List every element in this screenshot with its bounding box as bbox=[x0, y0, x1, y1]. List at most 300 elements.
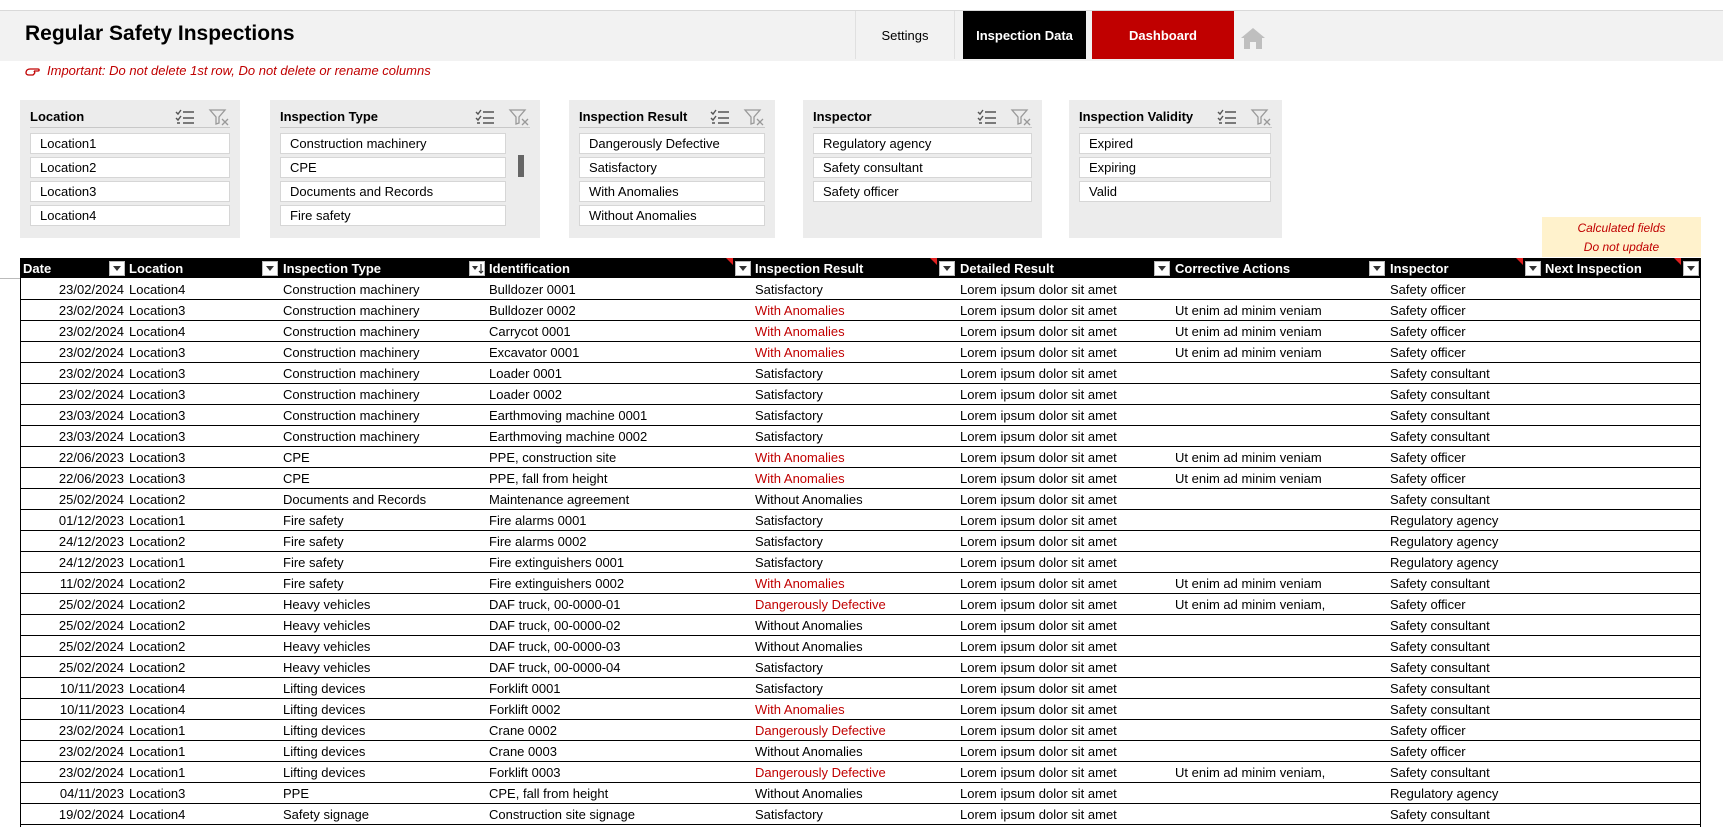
cell-detailed-result[interactable]: Lorem ipsum dolor sit amet bbox=[960, 618, 1117, 633]
table-row[interactable] bbox=[20, 762, 1701, 783]
cell-date[interactable]: 25/02/2024 bbox=[58, 618, 124, 633]
multi-select-icon[interactable] bbox=[709, 108, 731, 126]
important-note bbox=[25, 63, 431, 78]
cell-location[interactable]: Location4 bbox=[129, 282, 186, 297]
cell-inspection-result[interactable]: Satisfactory bbox=[755, 408, 823, 423]
cell-location[interactable]: Location2 bbox=[129, 618, 186, 633]
cell-location[interactable]: Location3 bbox=[129, 408, 186, 423]
cell-inspection-result[interactable]: Satisfactory bbox=[755, 681, 823, 696]
slicer-item-expired[interactable]: Expired bbox=[1079, 133, 1271, 154]
cell-inspector[interactable]: Safety officer bbox=[1390, 345, 1466, 360]
slicer-scrollbar[interactable] bbox=[518, 155, 524, 177]
slicer-inspector bbox=[803, 100, 1042, 238]
cell-location[interactable]: Location2 bbox=[129, 492, 186, 507]
cell-date[interactable]: 23/02/2024 bbox=[58, 366, 124, 381]
table-row[interactable] bbox=[20, 573, 1701, 594]
cell-identification[interactable]: DAF truck, 00-0000-02 bbox=[489, 618, 621, 633]
important-note-text: Important: Do not delete 1st row, Do not delete or rename columns bbox=[47, 63, 431, 78]
cell-location[interactable]: Location4 bbox=[129, 807, 186, 822]
slicer-item-without-anomalies[interactable]: Without Anomalies bbox=[579, 205, 765, 226]
cell-inspection-type[interactable]: Construction machinery bbox=[283, 345, 420, 360]
column-header-inspection-type: Inspection Type bbox=[283, 260, 381, 276]
cell-detailed-result[interactable]: Lorem ipsum dolor sit amet bbox=[960, 513, 1117, 528]
cell-date[interactable]: 23/02/2024 bbox=[58, 387, 124, 402]
cell-inspection-result[interactable]: Without Anomalies bbox=[755, 744, 863, 759]
table-row[interactable] bbox=[20, 741, 1701, 762]
cell-inspection-type[interactable]: Lifting devices bbox=[283, 744, 366, 759]
cell-location[interactable]: Location4 bbox=[129, 702, 186, 717]
slicer-inspection-type bbox=[270, 100, 540, 238]
slicer-item-safety-consultant[interactable]: Safety consultant bbox=[813, 157, 1032, 178]
cell-identification[interactable]: Loader 0002 bbox=[489, 387, 563, 402]
table-row[interactable] bbox=[20, 615, 1701, 636]
slicer-title: Inspection Type bbox=[280, 109, 378, 124]
cell-inspector[interactable]: Safety officer bbox=[1390, 471, 1466, 486]
filter-dropdown-location[interactable] bbox=[262, 261, 278, 276]
cell-inspector[interactable]: Safety consultant bbox=[1390, 387, 1490, 402]
cell-date[interactable]: 23/02/2024 bbox=[58, 744, 124, 759]
cell-date[interactable]: 01/12/2023 bbox=[58, 513, 124, 528]
cell-inspection-result[interactable]: With Anomalies bbox=[755, 303, 845, 318]
cell-detailed-result[interactable]: Lorem ipsum dolor sit amet bbox=[960, 429, 1117, 444]
chevron-down-icon bbox=[1684, 262, 1698, 275]
slicer-inspection-result bbox=[569, 100, 775, 238]
slicer-title: Inspection Result bbox=[579, 109, 688, 124]
home-icon[interactable] bbox=[1240, 25, 1266, 51]
pointing-hand-icon bbox=[25, 64, 41, 78]
cell-date[interactable]: 23/02/2024 bbox=[58, 765, 124, 780]
cell-detailed-result[interactable]: Lorem ipsum dolor sit amet bbox=[960, 282, 1117, 297]
cell-inspection-result[interactable]: Without Anomalies bbox=[755, 618, 863, 633]
cell-corrective-actions[interactable]: Ut enim ad minim veniam bbox=[1175, 324, 1322, 339]
cell-inspection-type[interactable]: CPE bbox=[283, 471, 310, 486]
cell-inspection-type[interactable]: CPE bbox=[283, 450, 310, 465]
cell-detailed-result[interactable]: Lorem ipsum dolor sit amet bbox=[960, 576, 1117, 591]
slicer-item-regulatory-agency[interactable]: Regulatory agency bbox=[813, 133, 1032, 154]
column-header-identification: Identification bbox=[489, 260, 570, 276]
cell-detailed-result[interactable]: Lorem ipsum dolor sit amet bbox=[960, 597, 1117, 612]
cell-detailed-result[interactable]: Lorem ipsum dolor sit amet bbox=[960, 324, 1117, 339]
clear-filter-icon[interactable] bbox=[1010, 108, 1032, 126]
cell-location[interactable]: Location3 bbox=[129, 303, 186, 318]
cell-identification[interactable]: Crane 0003 bbox=[489, 744, 557, 759]
cell-inspector[interactable]: Safety officer bbox=[1390, 303, 1466, 318]
cell-detailed-result[interactable]: Lorem ipsum dolor sit amet bbox=[960, 639, 1117, 654]
cell-inspection-type[interactable]: Lifting devices bbox=[283, 723, 366, 738]
cell-inspection-type[interactable]: Heavy vehicles bbox=[283, 639, 371, 654]
cell-identification[interactable]: Crane 0002 bbox=[489, 723, 557, 738]
cell-inspector[interactable]: Safety consultant bbox=[1390, 429, 1490, 444]
table-row[interactable] bbox=[20, 279, 1701, 300]
cell-date[interactable]: 24/12/2023 bbox=[58, 534, 124, 549]
cell-location[interactable]: Location3 bbox=[129, 786, 186, 801]
cell-inspection-result[interactable]: With Anomalies bbox=[755, 471, 845, 486]
table-row[interactable] bbox=[20, 552, 1701, 573]
slicer-item-fire-safety[interactable]: Fire safety bbox=[280, 205, 506, 226]
cell-date[interactable]: 23/02/2024 bbox=[58, 723, 124, 738]
dashboard-button[interactable]: Dashboard bbox=[1092, 11, 1234, 59]
cell-detailed-result[interactable]: Lorem ipsum dolor sit amet bbox=[960, 471, 1117, 486]
cell-identification[interactable]: Earthmoving machine 0002 bbox=[489, 429, 648, 444]
cell-detailed-result[interactable]: Lorem ipsum dolor sit amet bbox=[960, 807, 1117, 822]
cell-inspection-result[interactable]: Without Anomalies bbox=[755, 786, 863, 801]
table-left-border bbox=[20, 258, 21, 827]
table-row[interactable] bbox=[20, 804, 1701, 825]
cell-inspection-result[interactable]: Satisfactory bbox=[755, 282, 823, 297]
cell-inspector[interactable]: Safety officer bbox=[1390, 324, 1466, 339]
cell-date[interactable]: 25/02/2024 bbox=[58, 492, 124, 507]
filter-dropdown-inspection-result[interactable] bbox=[939, 261, 955, 276]
cell-location[interactable]: Location4 bbox=[129, 324, 186, 339]
slicer-item-with-anomalies[interactable]: With Anomalies bbox=[579, 181, 765, 202]
slicer-item-documents-records[interactable]: Documents and Records bbox=[280, 181, 506, 202]
sort-ascending-icon bbox=[470, 262, 484, 275]
cell-corrective-actions[interactable]: Ut enim ad minim veniam bbox=[1175, 303, 1322, 318]
cell-inspection-type[interactable]: Fire safety bbox=[283, 534, 344, 549]
table-row[interactable] bbox=[20, 510, 1701, 531]
cell-identification[interactable]: Bulldozer 0002 bbox=[489, 303, 576, 318]
filter-dropdown-date[interactable] bbox=[109, 261, 125, 276]
cell-detailed-result[interactable]: Lorem ipsum dolor sit amet bbox=[960, 492, 1117, 507]
slicer-title: Location bbox=[30, 109, 85, 124]
cell-identification[interactable]: DAF truck, 00-0000-03 bbox=[489, 639, 621, 654]
cell-identification[interactable]: Maintenance agreement bbox=[489, 492, 630, 507]
chevron-down-icon bbox=[110, 262, 124, 275]
cell-date[interactable]: 23/03/2024 bbox=[58, 429, 124, 444]
filter-dropdown-detailed-result[interactable] bbox=[1154, 261, 1170, 276]
cell-inspector[interactable]: Regulatory agency bbox=[1390, 555, 1499, 570]
cell-inspection-type[interactable]: Construction machinery bbox=[283, 408, 420, 423]
cell-detailed-result[interactable]: Lorem ipsum dolor sit amet bbox=[960, 366, 1117, 381]
cell-inspection-result[interactable]: Without Anomalies bbox=[755, 639, 863, 654]
cell-inspection-type[interactable]: Construction machinery bbox=[283, 366, 420, 381]
filter-dropdown-next-inspection[interactable] bbox=[1683, 261, 1699, 276]
cell-identification[interactable]: Forklift 0001 bbox=[489, 681, 561, 696]
slicer-item-location2[interactable]: Location2 bbox=[30, 157, 230, 178]
cell-corrective-actions[interactable]: Ut enim ad minim veniam bbox=[1175, 345, 1322, 360]
cell-detailed-result[interactable]: Lorem ipsum dolor sit amet bbox=[960, 555, 1117, 570]
slicer-item-expiring[interactable]: Expiring bbox=[1079, 157, 1271, 178]
cell-identification[interactable]: Fire alarms 0002 bbox=[489, 534, 587, 549]
slicer-item-construction-machinery[interactable]: Construction machinery bbox=[280, 133, 506, 154]
cell-identification[interactable]: Forklift 0003 bbox=[489, 765, 561, 780]
cell-inspector[interactable]: Safety consultant bbox=[1390, 702, 1490, 717]
cell-detailed-result[interactable]: Lorem ipsum dolor sit amet bbox=[960, 660, 1117, 675]
column-header-next-inspection: Next Inspection bbox=[1545, 260, 1642, 276]
cell-date[interactable]: 23/02/2024 bbox=[58, 324, 124, 339]
cell-detailed-result[interactable]: Lorem ipsum dolor sit amet bbox=[960, 786, 1117, 801]
chevron-down-icon bbox=[1370, 262, 1384, 275]
cell-date[interactable]: 10/11/2023 bbox=[59, 681, 124, 696]
table-row[interactable] bbox=[20, 657, 1701, 678]
slicer-item-location1[interactable]: Location1 bbox=[30, 133, 230, 154]
cell-inspection-result[interactable]: With Anomalies bbox=[755, 702, 845, 717]
table-row[interactable] bbox=[20, 699, 1701, 720]
cell-date[interactable]: 25/02/2024 bbox=[58, 597, 124, 612]
chevron-down-icon bbox=[1155, 262, 1169, 275]
filter-dropdown-corrective-actions[interactable] bbox=[1369, 261, 1385, 276]
cell-inspection-result[interactable]: With Anomalies bbox=[755, 324, 845, 339]
clear-filter-icon[interactable] bbox=[743, 108, 765, 126]
cell-corrective-actions[interactable]: Ut enim ad minim veniam, bbox=[1175, 597, 1326, 612]
cell-inspector[interactable]: Regulatory agency bbox=[1390, 534, 1499, 549]
cell-inspector[interactable]: Regulatory agency bbox=[1390, 513, 1499, 528]
cell-location[interactable]: Location3 bbox=[129, 429, 186, 444]
cell-identification[interactable]: Fire extinguishers 0002 bbox=[489, 576, 625, 591]
cell-location[interactable]: Location2 bbox=[129, 597, 186, 612]
table-row[interactable] bbox=[20, 489, 1701, 510]
table-row[interactable] bbox=[20, 468, 1701, 489]
cell-location[interactable]: Location2 bbox=[129, 660, 186, 675]
cell-identification[interactable]: Fire alarms 0001 bbox=[489, 513, 587, 528]
cell-location[interactable]: Location2 bbox=[129, 639, 186, 654]
cell-inspection-type[interactable]: Lifting devices bbox=[283, 765, 366, 780]
cell-inspection-result[interactable]: With Anomalies bbox=[755, 345, 845, 360]
cell-date[interactable]: 22/06/2023 bbox=[58, 450, 124, 465]
multi-select-icon[interactable] bbox=[174, 108, 196, 126]
cell-detailed-result[interactable]: Lorem ipsum dolor sit amet bbox=[960, 303, 1117, 318]
cell-location[interactable]: Location1 bbox=[129, 555, 186, 570]
cell-location[interactable]: Location3 bbox=[129, 345, 186, 360]
cell-identification[interactable]: PPE, fall from height bbox=[489, 471, 608, 486]
cell-detailed-result[interactable]: Lorem ipsum dolor sit amet bbox=[960, 765, 1117, 780]
cell-identification[interactable]: CPE, fall from height bbox=[489, 786, 609, 801]
cell-date[interactable]: 23/03/2024 bbox=[58, 408, 124, 423]
cell-corrective-actions[interactable]: Ut enim ad minim veniam bbox=[1175, 450, 1322, 465]
cell-inspection-type[interactable]: Construction machinery bbox=[283, 303, 420, 318]
cell-identification[interactable]: PPE, construction site bbox=[489, 450, 617, 465]
cell-inspection-result[interactable]: Satisfactory bbox=[755, 513, 823, 528]
cell-inspector[interactable]: Safety officer bbox=[1390, 744, 1466, 759]
cell-inspection-type[interactable]: Lifting devices bbox=[283, 681, 366, 696]
cell-inspection-result[interactable]: Satisfactory bbox=[755, 366, 823, 381]
cell-detailed-result[interactable]: Lorem ipsum dolor sit amet bbox=[960, 702, 1117, 717]
cell-detailed-result[interactable]: Lorem ipsum dolor sit amet bbox=[960, 681, 1117, 696]
cell-inspector[interactable]: Safety officer bbox=[1390, 723, 1466, 738]
column-header-inspector: Inspector bbox=[1390, 260, 1449, 276]
cell-inspection-type[interactable]: Fire safety bbox=[283, 555, 344, 570]
filter-dropdown-identification[interactable] bbox=[735, 261, 751, 276]
table-row[interactable] bbox=[20, 363, 1701, 384]
cell-location[interactable]: Location3 bbox=[129, 471, 186, 486]
slicer-item-valid[interactable]: Valid bbox=[1079, 181, 1271, 202]
table-row[interactable] bbox=[20, 447, 1701, 468]
column-header-location: Location bbox=[129, 260, 184, 276]
column-header-corrective-actions: Corrective Actions bbox=[1175, 260, 1291, 276]
cell-identification[interactable]: Loader 0001 bbox=[489, 366, 563, 381]
cell-inspection-result[interactable]: Satisfactory bbox=[755, 534, 823, 549]
multi-select-icon[interactable] bbox=[976, 108, 998, 126]
cell-inspection-type[interactable]: Construction machinery bbox=[283, 387, 420, 402]
column-header-date: Date bbox=[23, 260, 52, 276]
cell-location[interactable]: Location2 bbox=[129, 534, 186, 549]
chevron-down-icon bbox=[736, 262, 750, 275]
cell-inspector[interactable]: Safety consultant bbox=[1390, 576, 1490, 591]
cell-inspection-type[interactable]: Heavy vehicles bbox=[283, 618, 371, 633]
cell-inspector[interactable]: Safety consultant bbox=[1390, 660, 1490, 675]
cell-inspection-result[interactable]: Dangerously Defective bbox=[755, 723, 886, 738]
cell-identification[interactable]: Bulldozer 0001 bbox=[489, 282, 576, 297]
slicer-title: Inspection Validity bbox=[1079, 109, 1194, 124]
cell-date[interactable]: 23/02/2024 bbox=[58, 345, 124, 360]
cell-inspection-type[interactable]: Safety signage bbox=[283, 807, 370, 822]
cell-location[interactable]: Location1 bbox=[129, 723, 186, 738]
cell-inspection-type[interactable]: Heavy vehicles bbox=[283, 660, 371, 675]
cell-inspector[interactable]: Safety consultant bbox=[1390, 618, 1490, 633]
filter-dropdown-inspector[interactable] bbox=[1525, 261, 1541, 276]
table-row[interactable] bbox=[20, 321, 1701, 342]
cell-corrective-actions[interactable]: Ut enim ad minim veniam bbox=[1175, 471, 1322, 486]
cell-location[interactable]: Location2 bbox=[129, 576, 186, 591]
cell-inspector[interactable]: Safety consultant bbox=[1390, 639, 1490, 654]
cell-corrective-actions[interactable]: Ut enim ad minim veniam bbox=[1175, 576, 1322, 591]
slicer-location bbox=[20, 100, 240, 238]
calculated-fields-line2: Do not update bbox=[1583, 240, 1660, 254]
table-row[interactable] bbox=[20, 636, 1701, 657]
cell-inspection-type[interactable]: Heavy vehicles bbox=[283, 597, 371, 612]
page-title: Regular Safety Inspections bbox=[25, 22, 295, 45]
cell-inspection-type[interactable]: Construction machinery bbox=[283, 429, 420, 444]
slicer-title: Inspector bbox=[813, 109, 872, 124]
cell-inspection-result[interactable]: With Anomalies bbox=[755, 576, 845, 591]
clear-filter-icon[interactable] bbox=[208, 108, 230, 126]
calculated-fields-note bbox=[1542, 217, 1701, 257]
cell-detailed-result[interactable]: Lorem ipsum dolor sit amet bbox=[960, 723, 1117, 738]
cell-identification[interactable]: DAF truck, 00-0000-01 bbox=[489, 597, 621, 612]
cell-detailed-result[interactable]: Lorem ipsum dolor sit amet bbox=[960, 534, 1117, 549]
cell-inspector[interactable]: Safety consultant bbox=[1390, 681, 1490, 696]
column-header-inspection-result: Inspection Result bbox=[755, 260, 864, 276]
cell-inspection-type[interactable]: PPE bbox=[283, 786, 310, 801]
multi-select-icon[interactable] bbox=[1216, 108, 1238, 126]
cell-date[interactable]: 10/11/2023 bbox=[59, 702, 124, 717]
cell-date[interactable]: 23/02/2024 bbox=[58, 282, 124, 297]
filter-dropdown-inspection-type[interactable] bbox=[469, 261, 485, 276]
cell-identification[interactable]: Excavator 0001 bbox=[489, 345, 580, 360]
table-row[interactable] bbox=[20, 678, 1701, 699]
cell-inspection-type[interactable]: Construction machinery bbox=[283, 324, 420, 339]
clear-filter-icon[interactable] bbox=[1250, 108, 1272, 126]
cell-inspection-type[interactable]: Construction machinery bbox=[283, 282, 420, 297]
cell-identification[interactable]: Forklift 0002 bbox=[489, 702, 561, 717]
cell-location[interactable]: Location3 bbox=[129, 366, 186, 381]
table-row[interactable] bbox=[20, 300, 1701, 321]
slicer-item-location3[interactable]: Location3 bbox=[30, 181, 230, 202]
table-row[interactable] bbox=[20, 531, 1701, 552]
cell-date[interactable]: 22/06/2023 bbox=[58, 471, 124, 486]
table-row[interactable] bbox=[20, 594, 1701, 615]
cell-inspection-result[interactable]: Satisfactory bbox=[755, 429, 823, 444]
cell-location[interactable]: Location3 bbox=[129, 387, 186, 402]
cell-inspection-type[interactable]: Lifting devices bbox=[283, 702, 366, 717]
slicer-item-location4[interactable]: Location4 bbox=[30, 205, 230, 226]
comment-marker bbox=[726, 258, 733, 265]
comment-marker bbox=[930, 258, 937, 265]
cell-inspection-type[interactable]: Fire safety bbox=[283, 513, 344, 528]
chevron-down-icon bbox=[940, 262, 954, 275]
cell-identification[interactable]: Fire extinguishers 0001 bbox=[489, 555, 625, 570]
sheet-gridline bbox=[0, 278, 20, 279]
cell-inspector[interactable]: Safety officer bbox=[1390, 282, 1466, 297]
cell-date[interactable]: 23/02/2024 bbox=[58, 303, 124, 318]
table-row[interactable] bbox=[20, 426, 1701, 447]
cell-inspection-result[interactable]: Dangerously Defective bbox=[755, 765, 886, 780]
cell-date[interactable]: 24/12/2023 bbox=[58, 555, 124, 570]
chevron-down-icon bbox=[263, 262, 277, 275]
settings-button[interactable]: Settings bbox=[855, 11, 955, 59]
table-row[interactable] bbox=[20, 783, 1701, 804]
table-row[interactable] bbox=[20, 384, 1701, 405]
table-row[interactable] bbox=[20, 342, 1701, 363]
cell-date[interactable]: 25/02/2024 bbox=[58, 660, 124, 675]
cell-inspector[interactable]: Safety consultant bbox=[1390, 807, 1490, 822]
cell-date[interactable]: 04/11/2023 bbox=[59, 786, 124, 801]
cell-inspector[interactable]: Safety consultant bbox=[1390, 765, 1490, 780]
chevron-down-icon bbox=[1526, 262, 1540, 275]
cell-identification[interactable]: Earthmoving machine 0001 bbox=[489, 408, 648, 423]
table-right-border bbox=[1700, 258, 1701, 827]
cell-location[interactable]: Location1 bbox=[129, 513, 186, 528]
multi-select-icon[interactable] bbox=[474, 108, 496, 126]
cell-location[interactable]: Location4 bbox=[129, 681, 186, 696]
cell-inspector[interactable]: Safety consultant bbox=[1390, 492, 1490, 507]
cell-identification[interactable]: Carrycot 0001 bbox=[489, 324, 571, 339]
slicer-inspection-validity bbox=[1069, 100, 1282, 238]
cell-detailed-result[interactable]: Lorem ipsum dolor sit amet bbox=[960, 345, 1117, 360]
cell-location[interactable]: Location1 bbox=[129, 744, 186, 759]
comment-marker bbox=[1674, 258, 1681, 265]
slicer-item-dangerously-defective[interactable]: Dangerously Defective bbox=[579, 133, 765, 154]
table-row[interactable] bbox=[20, 720, 1701, 741]
cell-location[interactable]: Location3 bbox=[129, 450, 186, 465]
cell-date[interactable]: 19/02/2024 bbox=[58, 807, 124, 822]
cell-inspection-result[interactable]: Satisfactory bbox=[755, 387, 823, 402]
cell-inspector[interactable]: Safety consultant bbox=[1390, 366, 1490, 381]
cell-identification[interactable]: DAF truck, 00-0000-04 bbox=[489, 660, 621, 675]
cell-date[interactable]: 25/02/2024 bbox=[58, 639, 124, 654]
cell-detailed-result[interactable]: Lorem ipsum dolor sit amet bbox=[960, 450, 1117, 465]
table-row[interactable] bbox=[20, 405, 1701, 426]
cell-detailed-result[interactable]: Lorem ipsum dolor sit amet bbox=[960, 744, 1117, 759]
cell-location[interactable]: Location1 bbox=[129, 765, 186, 780]
comment-marker bbox=[1516, 258, 1523, 265]
cell-inspection-result[interactable]: Without Anomalies bbox=[755, 492, 863, 507]
cell-inspector[interactable]: Safety officer bbox=[1390, 450, 1466, 465]
cell-detailed-result[interactable]: Lorem ipsum dolor sit amet bbox=[960, 408, 1117, 423]
cell-date[interactable]: 11/02/2024 bbox=[59, 576, 124, 591]
cell-corrective-actions[interactable]: Ut enim ad minim veniam, bbox=[1175, 765, 1326, 780]
slicer-item-cpe[interactable]: CPE bbox=[280, 157, 506, 178]
cell-inspector[interactable]: Safety consultant bbox=[1390, 408, 1490, 423]
cell-inspector[interactable]: Regulatory agency bbox=[1390, 786, 1499, 801]
inspection-data-button[interactable]: Inspection Data bbox=[963, 11, 1086, 59]
cell-inspection-result[interactable]: Satisfactory bbox=[755, 555, 823, 570]
cell-inspection-type[interactable]: Documents and Records bbox=[283, 492, 427, 507]
clear-filter-icon[interactable] bbox=[508, 108, 530, 126]
calculated-fields-line1: Calculated fields bbox=[1577, 221, 1666, 235]
cell-inspector[interactable]: Safety officer bbox=[1390, 597, 1466, 612]
cell-detailed-result[interactable]: Lorem ipsum dolor sit amet bbox=[960, 387, 1117, 402]
cell-inspection-result[interactable]: Satisfactory bbox=[755, 807, 823, 822]
cell-inspection-result[interactable]: Satisfactory bbox=[755, 660, 823, 675]
slicer-item-satisfactory[interactable]: Satisfactory bbox=[579, 157, 765, 178]
cell-inspection-type[interactable]: Fire safety bbox=[283, 576, 344, 591]
column-header-detailed-result: Detailed Result bbox=[960, 260, 1054, 276]
cell-inspection-result[interactable]: With Anomalies bbox=[755, 450, 845, 465]
cell-identification[interactable]: Construction site signage bbox=[489, 807, 635, 822]
cell-inspection-result[interactable]: Dangerously Defective bbox=[755, 597, 886, 612]
slicer-item-safety-officer[interactable]: Safety officer bbox=[813, 181, 1032, 202]
